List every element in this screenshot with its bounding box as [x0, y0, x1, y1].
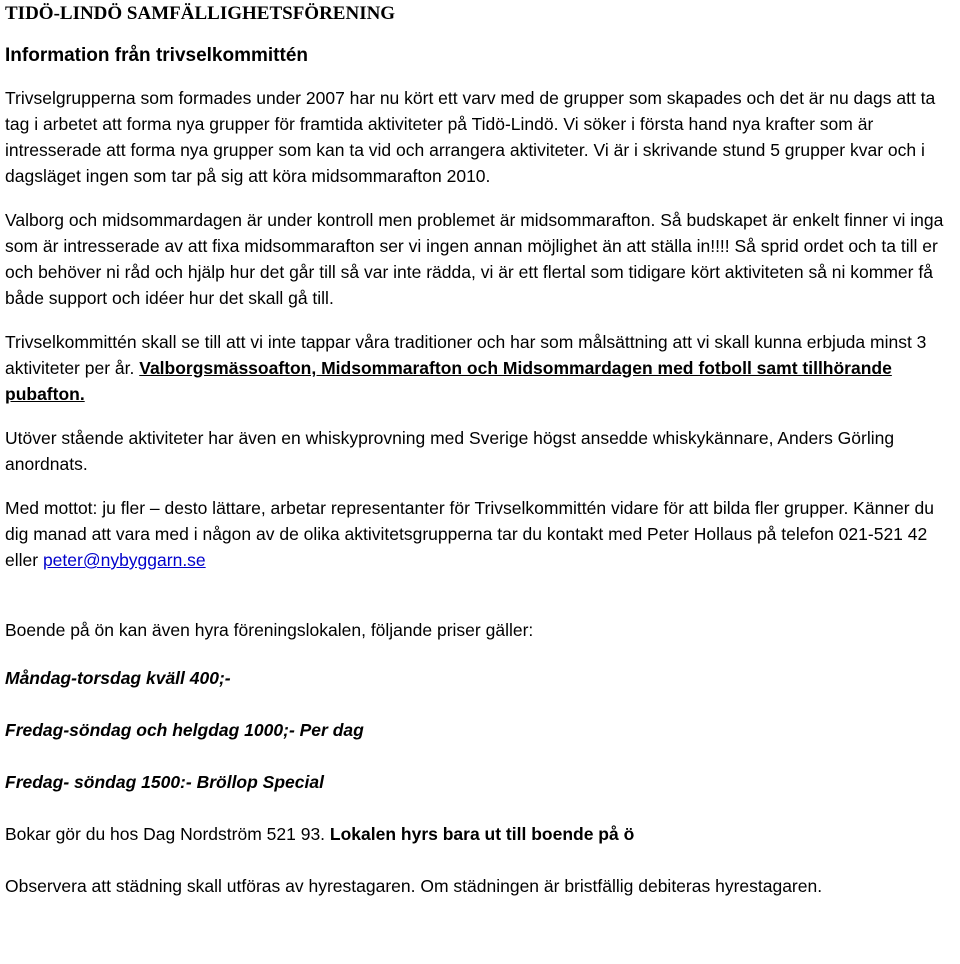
- motto-text: Med mottot: ju fler – desto lättare, arbetar representanter för Trivselkommittén vidare för att bilda fler grupper. Känner du dig manad att vara med i någon av de olika aktivitetsgrupperna tar du kontakt med Peter Hollaus på telefon 021-521 42 eller: [5, 498, 934, 570]
- bokar-paragraph: [5, 821, 957, 847]
- price-weekday: Måndag-torsdag kväll 400;-: [5, 668, 231, 688]
- observera-paragraph: Observera att städning skall utföras av hyrestagaren. Om städningen är bristfällig debiteras hyrestagaren.: [5, 876, 823, 896]
- info-heading: Information från trivselkommittén: [5, 45, 308, 66]
- intro-paragraph: Trivselgrupperna som formades under 2007 har nu kört ett varv med de grupper som skapades och det är nu dags att ta tag i arbetet att forma nya grupper för framtida aktiviteter på Tidö-Lindö. Vi söker i första hand nya krafter som är intresserade att forma nya grupper som kan ta vid och arrangera aktiviteter. Vi är i skrivande stund 5 grupper kvar och i dagsläget ingen som tar på sig att köra midsommarafton 2010.: [5, 88, 936, 186]
- contact-email-link[interactable]: peter@nybyggarn.se: [42, 550, 206, 570]
- motto-paragraph: [5, 495, 957, 573]
- price-wedding: Fredag- söndag 1500:- Bröllop Special: [5, 772, 324, 792]
- trivsel-paragraph: [5, 329, 957, 407]
- price-weekend: Fredag-söndag och helgdag 1000;- Per dag: [5, 720, 364, 740]
- bokar-text: Bokar gör du hos Dag Nordström 521 93.: [5, 824, 330, 844]
- document-page: [5, 0, 957, 899]
- valborg-paragraph: Valborg och midsommardagen är under kontroll men problemet är midsommarafton. Så budskapet är enkelt finner vi inga som är intresserade av att fixa midsommarafton ser vi ingen annan möjlighet än att ställa in!!!! Så sprid ordet och ta till er och behöver ni råd och hjälp hur det går till så var inte rädda, vi är ett flertal som tidigare kört aktiviteten så ni kommer få både support och idéer hur det skall gå till.: [5, 210, 944, 308]
- boende-paragraph: Boende på ön kan även hyra föreningslokalen, följande priser gäller:: [5, 620, 534, 640]
- org-title: TIDÖ-LINDÖ SAMFÄLLIGHETSFÖRENING: [5, 3, 396, 24]
- whisky-paragraph: Utöver stående aktiviteter har även en whiskyprovning med Sverige högst ansedde whiskykännare, Anders Görling anordnats.: [5, 428, 895, 474]
- bokar-bold-text: Lokalen hyrs bara ut till boende på ö: [329, 824, 635, 844]
- trivsel-text: Trivselkommittén skall se till att vi inte tappar våra traditioner och har som målsättning att vi skall kunna erbjuda minst 3 aktiviteter per år.: [5, 332, 927, 378]
- trivsel-highlight: Valborgsmässoafton, Midsommarafton och Midsommardagen med fotboll samt tillhörande pubafton.: [5, 358, 892, 404]
